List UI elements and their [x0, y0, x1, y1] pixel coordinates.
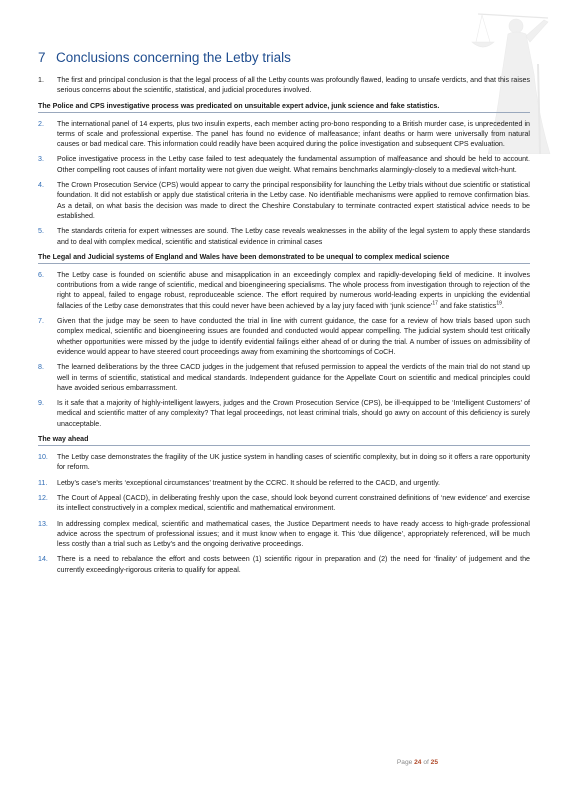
- item-text: The learned deliberations by the three CACD judges in the judgement that refused permission to appeal the verdicts of the main trial do not stand up well in terms of scientific, statistical and medical standards. Independent guidance for the Appellate Court on scientific and medical principles could have avoided serious embarrassment.: [57, 363, 530, 392]
- item-text: In addressing complex medical, scientific and mathematical cases, the Justice Department needs to have ready access to high-grade professional advice across the spectrum of professional issues; and it must know when to engage it. This ‘due diligence’, appropriately referenced, will be much less costly than a trial such as Letby’s and the ongoing derivative proceedings.: [57, 519, 530, 549]
- conclusion-item-4: [38, 180, 530, 221]
- item-text: [57, 270, 530, 311]
- conclusion-item-12: [38, 493, 530, 514]
- item-text: Letby’s case’s merits ‘exceptional circumstances’ treatment by the CCRC. It should be referred to the CACD, and urgently.: [57, 478, 440, 487]
- item-text: Is it safe that a majority of highly-intelligent lawyers, judges and the Crown Prosecution Service (CPS), be ill-equipped to be ‘Intelligent Customers’ of medical and scientific matter of any complexity? That legal proceedings, not least criminal trials, should go awry on account of this deficiency is surely unacceptable.: [57, 399, 530, 428]
- conclusion-item-13: [38, 519, 530, 550]
- section-number: 7: [38, 50, 46, 65]
- footnote-ref[interactable]: 17: [432, 300, 438, 307]
- conclusion-item-2: [38, 119, 530, 150]
- item-text-part: and fake statistics: [437, 301, 497, 310]
- conclusion-item-11: [38, 478, 530, 488]
- page-word: Page: [396, 759, 413, 766]
- conclusion-item-1: [38, 75, 530, 96]
- document-body: [38, 50, 530, 580]
- conclusion-item-6: [38, 270, 530, 311]
- item-number: 11.: [38, 478, 48, 487]
- item-text: The Letby case demonstrates the fragility of the UK justice system in handling cases of scientific complexity, but in doing so it offers a rare opportunity for reform.: [57, 453, 530, 472]
- item-number: 12.: [38, 493, 48, 502]
- item-text: The first and principal conclusion is that the legal process of all the Letby counts was profoundly flawed, leading to unsafe verdicts, and that this raises serious concerns about the scientific, statistical, and judicial procedures involved.: [57, 76, 530, 95]
- conclusion-item-7: [38, 316, 530, 357]
- subheading-way-ahead: The way ahead: [38, 434, 530, 446]
- conclusion-item-10: [38, 452, 530, 473]
- item-number: 13.: [38, 519, 48, 528]
- item-number: 6.: [38, 270, 44, 279]
- item-number: 1.: [38, 76, 44, 84]
- item-number: 8.: [38, 363, 44, 372]
- conclusion-item-14: [38, 554, 530, 575]
- item-text: The international panel of 14 experts, plus two insulin experts, each member acting pro-bono responding to a British murder case, is unprecedented in terms of scale and professional expertise. The panel has found no evidence of malfeasance; infant deaths or harm were universally from natural causes or bad medical care. This information could readily have been acquired during the police investigation and subsequent CPS evaluation.: [57, 119, 530, 149]
- item-number: 14.: [38, 555, 48, 564]
- page-footer: [397, 759, 438, 766]
- conclusion-item-8: [38, 362, 530, 393]
- item-text: There is a need to rebalance the effort and costs between (1) scientific rigour in preparation and (2) the need for ‘finality’ of judgement and the currently exceedingly-rigorous criteria to qualify for appeal.: [57, 555, 530, 574]
- conclusion-item-5: [38, 226, 530, 247]
- current-page-number: 24: [414, 759, 422, 766]
- item-text: Given that the judge may be seen to have conducted the trial in line with current guidance, the case for a review of how trials based upon such complex medical, scientific and bioengineering issues are founded and conducted would appear compelling. The judicial system should test critically whether opportunities were missed by the judge to identify evidential failings either ahead of or during the trial. A number of issues on admissibility of evidence would appear to have steered court proceedings away from examining the shortcomings of CoCH.: [57, 317, 530, 356]
- item-text-part: .: [501, 301, 504, 310]
- item-number: 10.: [38, 453, 48, 462]
- section-title: Conclusions concerning the Letby trials: [56, 50, 291, 65]
- conclusion-item-9: [38, 398, 530, 429]
- item-text: Police investigative process in the Letby case failed to test adequately the fundamental assumption of malfeasance and should be held to account. Other compelling root causes of infant mortality were not given due weight. What remains benchmarks alarmingly-closely to a medieval witch-hunt.: [57, 155, 530, 174]
- item-number: 3.: [38, 155, 44, 164]
- conclusion-item-3: [38, 154, 530, 175]
- item-text: The Court of Appeal (CACD), in deliberating freshly upon the case, should look beyond current constrained definitions of ‘new evidence’ and exercise its intellect constructively in a complex medical, scientific and mathematical environment.: [57, 493, 530, 513]
- item-number: 9.: [38, 399, 44, 408]
- item-number: 4.: [38, 181, 44, 190]
- of-word: of: [423, 759, 429, 766]
- subheading-legal-judicial: The Legal and Judicial systems of England and Wales have been demonstrated to be unequal to complex medical science: [38, 252, 530, 264]
- item-number: 7.: [38, 317, 44, 326]
- total-page-number: 25: [430, 759, 438, 766]
- section-heading: [38, 50, 530, 65]
- item-number: 2.: [38, 119, 44, 128]
- item-text: The Crown Prosecution Service (CPS) would appear to carry the principal responsibility for launching the Letby trials without due scientific or statistical foundation. It did not establish or apply due statistical criteria in the Letby case. No identifiable mechanisms were applied to remove confirmation bias. As a detail, on what basis the decision was made to direct the Cheshire Constabulary to terminate contracted expert statistical advice needs to be established.: [57, 181, 530, 220]
- item-text: The standards criteria for expert witnesses are sound. The Letby case reveals weaknesses in the ability of the legal system to apply these standards and to deal with complex medical, scientific and statistical evidence in criminal cases: [57, 227, 530, 246]
- item-text-part: The Letby case is founded on scientific abuse and misapplication in an exceedingly complex and rapidly-developing field of medicine. It involves contributions from a wide range of scientific, medical and bioengineering specialisms. The whole process from investigation through to rejection of the right to appeal, failed to engage robust, reproduceable science. The effort required by numerous world-leading experts in unpicking the evidential fallacies of the Letby case demonstrates that this could never have been achieved by a lay jury faced with ‘junk science’: [57, 270, 530, 310]
- subheading-police-cps: The Police and CPS investigative process was predicated on unsuitable expert advice, junk science and fake statistics.: [38, 101, 530, 113]
- item-number: 5.: [38, 227, 44, 236]
- footnote-ref[interactable]: 19: [496, 300, 502, 307]
